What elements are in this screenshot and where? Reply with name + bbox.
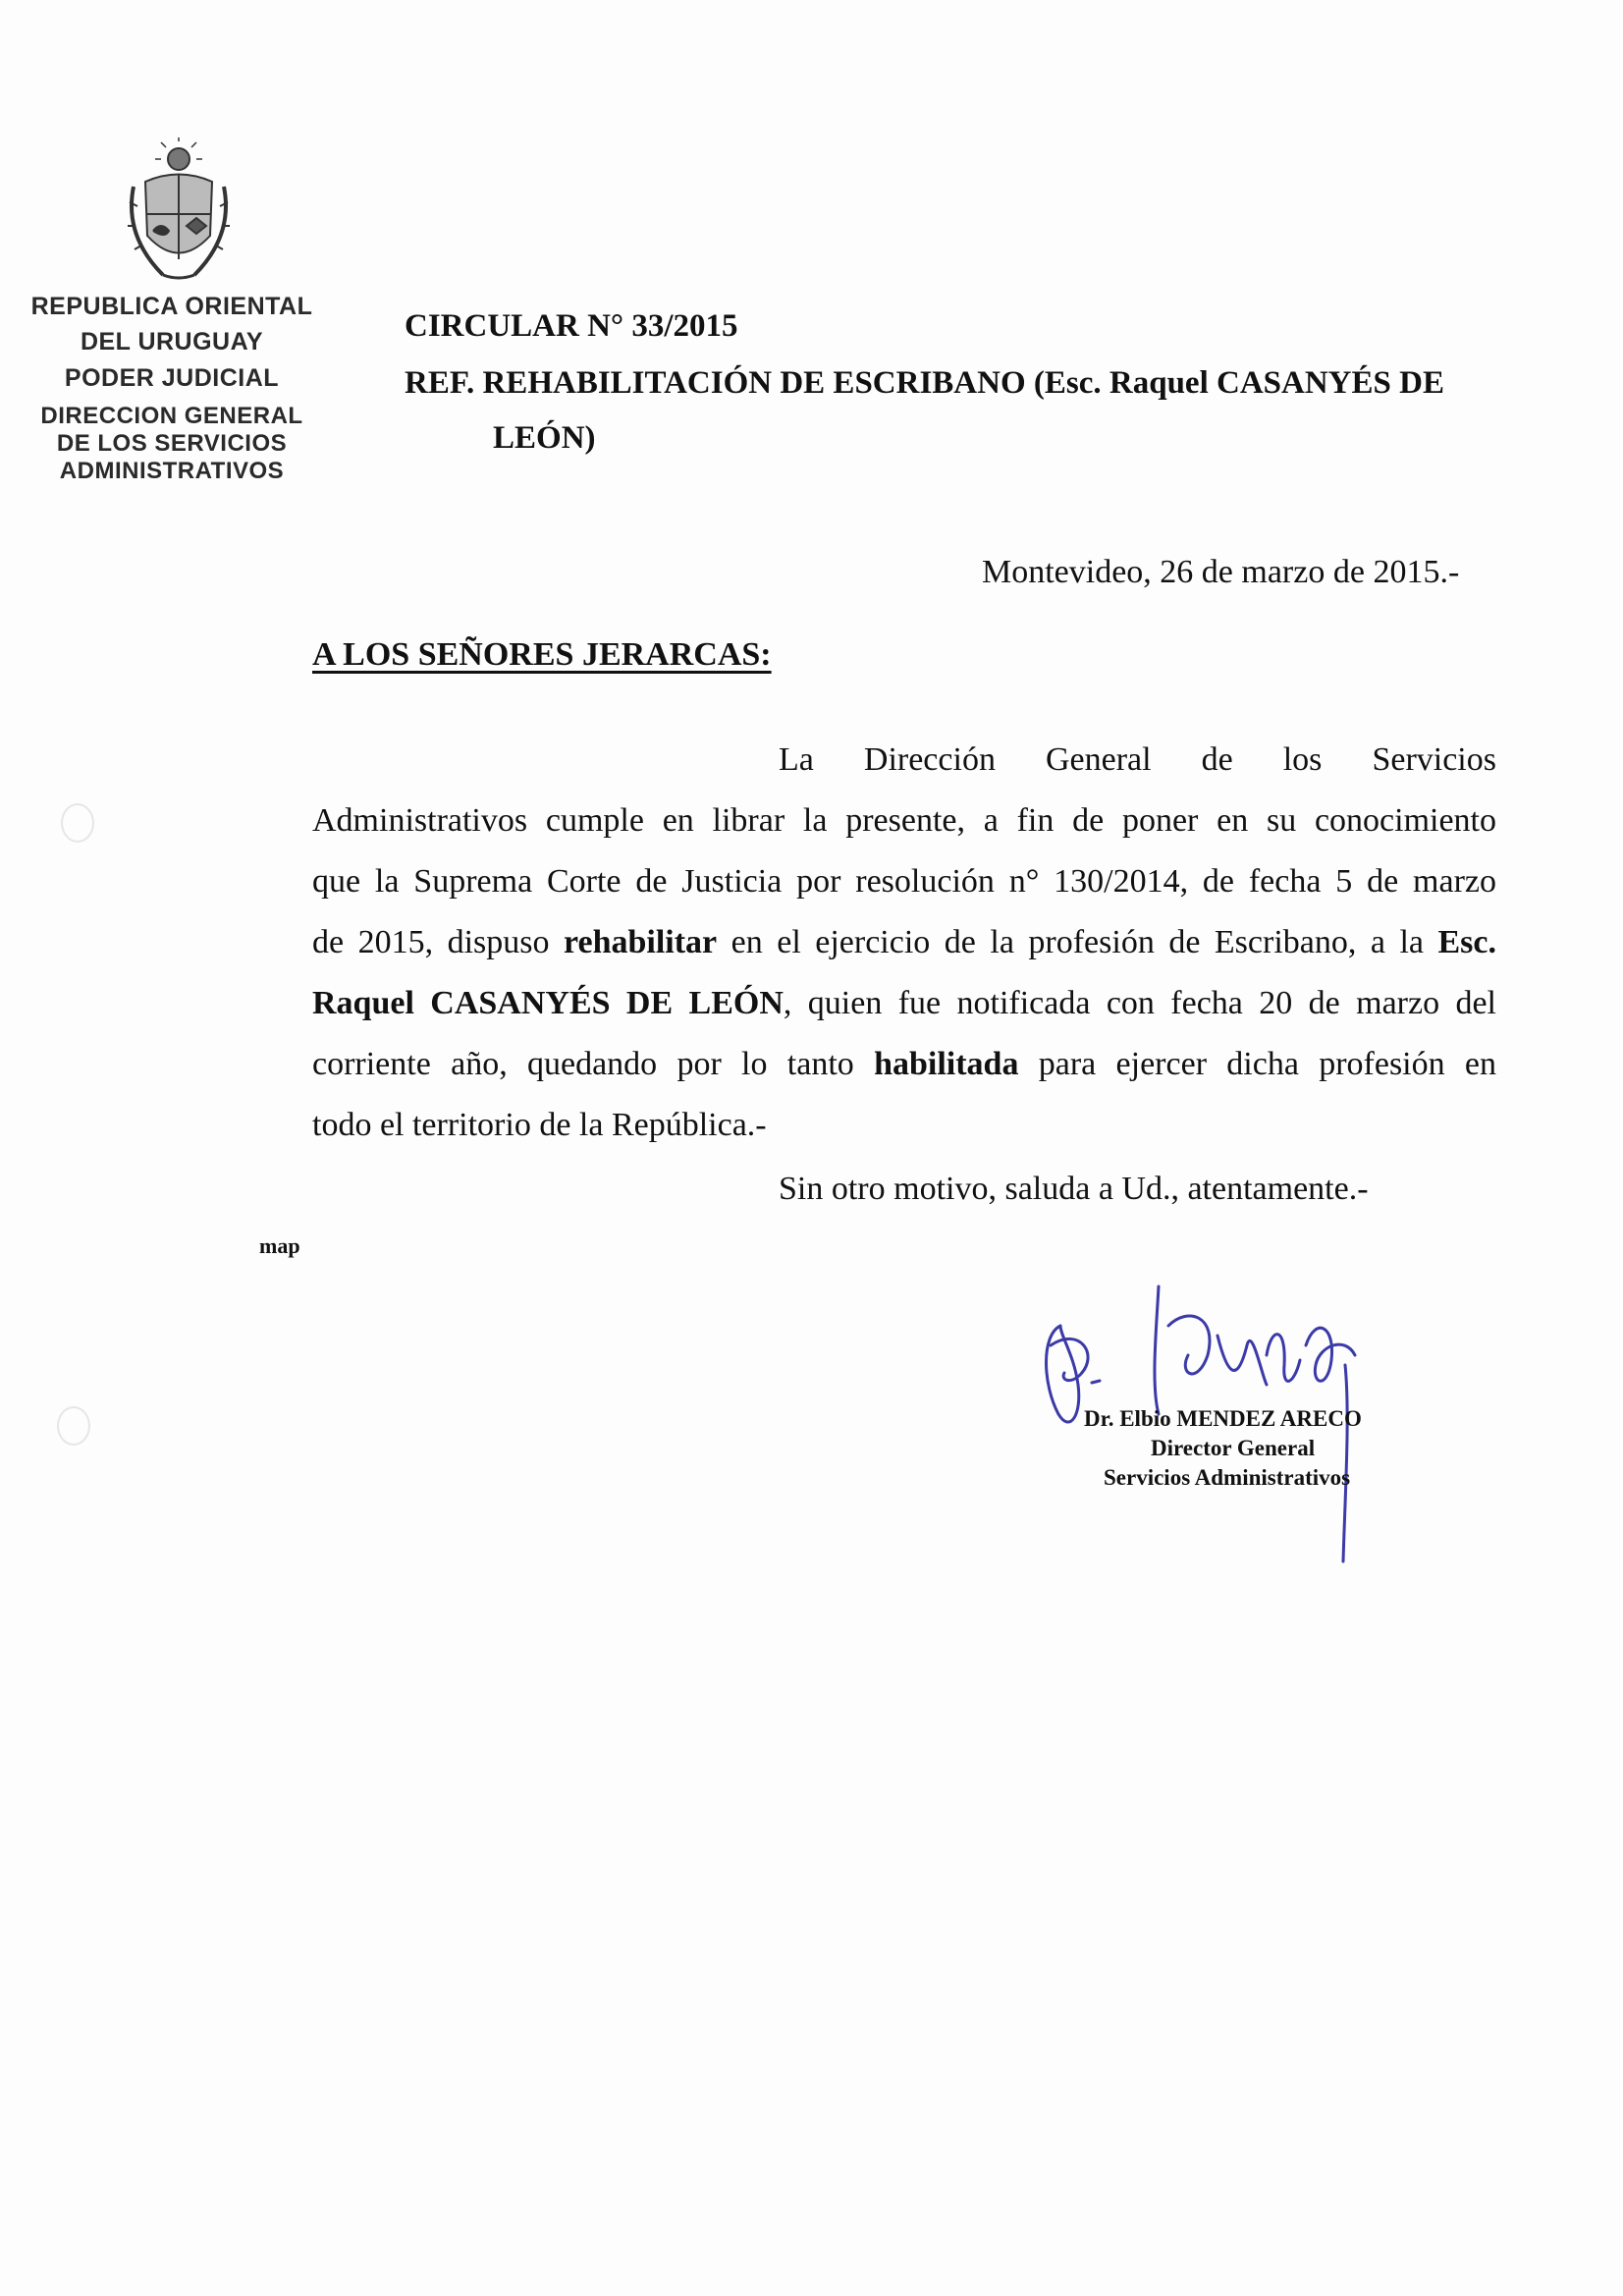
signatory-title: Director General xyxy=(1151,1436,1316,1460)
body-line-6: corriente año, quedando por lo tanto habilitada para ejercer dicha profesión en xyxy=(312,1046,1497,1082)
addressee: A LOS SEÑORES JERARCAS: xyxy=(312,636,772,673)
typist-initials: map xyxy=(259,1233,300,1258)
signatory-name: Dr. Elbio MENDEZ ARECO xyxy=(1084,1406,1362,1431)
body-line-5: Raquel CASANYÉS DE LEÓN, quien fue notificada con fecha 20 de marzo del xyxy=(312,985,1496,1021)
term-habilitada: habilitada xyxy=(874,1046,1019,1082)
scan-artifact xyxy=(61,803,94,843)
reference-line: REF. REHABILITACIÓN DE ESCRIBANO (Esc. Raquel CASANYÉS DE xyxy=(405,365,1444,401)
letterhead-line-2: DEL URUGUAY xyxy=(80,328,264,355)
letterhead-line-1: REPUBLICA ORIENTAL xyxy=(30,293,313,320)
body-line-7: todo el territorio de la República.- xyxy=(312,1107,767,1143)
body-line-2: Administrativos cumple en librar la presente, a fin de poner en su conocimiento xyxy=(312,802,1496,839)
letterhead-line-3: PODER JUDICIAL xyxy=(64,364,280,392)
circular-number: CIRCULAR N° 33/2015 xyxy=(405,308,738,344)
reference-line-continued: LEÓN) xyxy=(493,420,596,456)
coat-of-arms-seal xyxy=(124,137,234,285)
date-line: Montevideo, 26 de marzo de 2015.- xyxy=(982,554,1460,590)
letterhead-line-4a: DIRECCION GENERAL xyxy=(40,403,303,429)
scan-artifact xyxy=(57,1406,90,1446)
signatory-office: Servicios Administrativos xyxy=(1104,1465,1351,1490)
body-line-3: que la Suprema Corte de Justicia por resolución n° 130/2014, de fecha 5 de marzo xyxy=(312,863,1496,900)
closing-line: Sin otro motivo, saluda a Ud., atentamente.- xyxy=(779,1171,1369,1207)
letterhead-line-4c: ADMINISTRATIVOS xyxy=(59,458,285,484)
letterhead-line-4b: DE LOS SERVICIOS xyxy=(56,430,288,457)
body-line-4: de 2015, dispuso rehabilitar en el ejercicio de la profesión de Escribano, a la Esc. xyxy=(312,924,1496,960)
letterhead-department xyxy=(29,403,314,485)
body-line-1: La Dirección General de los Servicios xyxy=(779,741,1496,778)
notary-name: Raquel CASANYÉS DE LEÓN xyxy=(312,985,784,1021)
term-rehabilitar: rehabilitar xyxy=(564,924,718,960)
